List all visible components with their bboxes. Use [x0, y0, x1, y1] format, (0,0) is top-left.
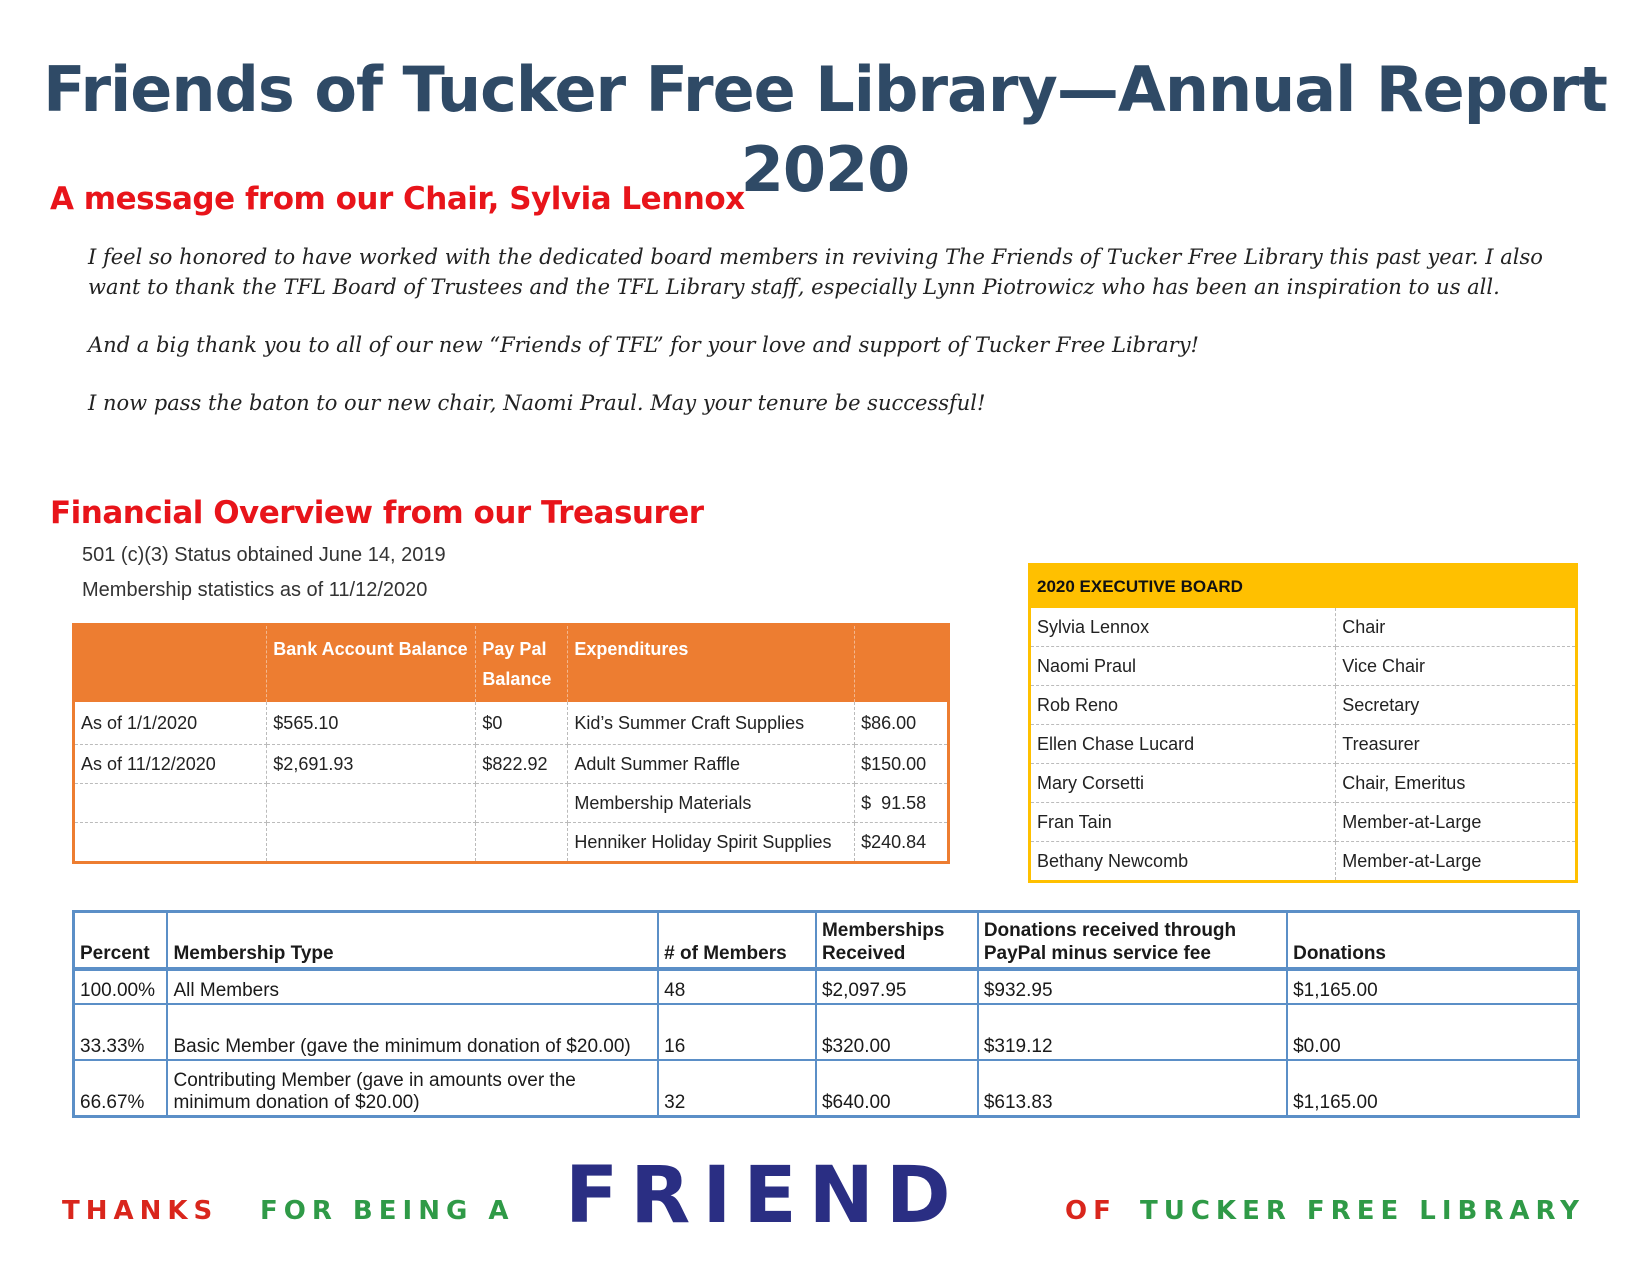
table-cell: $320.00 [816, 1004, 978, 1060]
table-cell: Contributing Member (gave in amounts over the minimum donation of $20.00) [167, 1060, 658, 1117]
chair-message-paragraph: I now pass the baton to our new chair, Naomi Praul. May your tenure be successful! [88, 391, 986, 415]
board-member-name: Rob Reno [1030, 686, 1336, 725]
table-cell: $932.95 [978, 969, 1287, 1004]
financial-header-cell [74, 625, 267, 703]
board-member-row [1030, 647, 1577, 686]
footer-banner [0, 1151, 1650, 1241]
table-cell [267, 823, 476, 863]
table-cell: $613.83 [978, 1060, 1287, 1117]
executive-board-table [1028, 563, 1578, 883]
table-cell: $150.00 [855, 745, 949, 784]
financial-header-cell: Pay Pal Balance [476, 625, 568, 703]
chair-message-paragraph: I feel so honored to have worked with the dedicated board members in reviving The Friends of Tucker Free Library this past year. I also want to thank the TFL Board of Trustees and the TFL Library staff, especially Lynn Piotrowicz who has been an inspiration to us all. [88, 245, 1543, 299]
financial-header-cell: Expenditures [568, 625, 855, 703]
membership-header-row [74, 912, 1579, 970]
table-cell: $0.00 [1287, 1004, 1578, 1060]
financial-header-row [74, 625, 949, 703]
table-row [74, 745, 949, 784]
table-cell: $86.00 [855, 702, 949, 745]
board-member-role: Chair, Emeritus [1336, 764, 1577, 803]
board-member-row [1030, 608, 1577, 647]
board-member-role: Vice Chair [1336, 647, 1577, 686]
table-cell: 32 [658, 1060, 816, 1117]
financial-heading: Financial Overview from our Treasurer [50, 495, 704, 531]
financial-header-cell: Bank Account Balance [267, 625, 476, 703]
board-member-role: Secretary [1336, 686, 1577, 725]
table-cell [74, 823, 267, 863]
table-cell [476, 784, 568, 823]
footer-library-name: TUCKER FREE LIBRARY [1140, 1196, 1585, 1226]
table-cell: Henniker Holiday Spirit Supplies [568, 823, 855, 863]
chair-message-heading: A message from our Chair, Sylvia Lennox [50, 181, 745, 217]
table-cell: $0 [476, 702, 568, 745]
table-cell: $ 91.58 [855, 784, 949, 823]
table-cell: As of 1/1/2020 [74, 702, 267, 745]
table-row [74, 702, 949, 745]
table-cell: As of 11/12/2020 [74, 745, 267, 784]
table-cell: 16 [658, 1004, 816, 1060]
table-row [74, 823, 949, 863]
board-member-name: Bethany Newcomb [1030, 842, 1336, 882]
table-cell: 100.00% [74, 969, 168, 1004]
table-cell: $1,165.00 [1287, 1060, 1578, 1117]
table-cell: $822.92 [476, 745, 568, 784]
board-header-row [1030, 565, 1577, 609]
table-row [74, 1060, 1579, 1117]
board-member-name: Naomi Praul [1030, 647, 1336, 686]
table-row [74, 784, 949, 823]
table-row [74, 969, 1579, 1004]
footer-friend: FRIEND [565, 1151, 963, 1241]
table-cell: $319.12 [978, 1004, 1287, 1060]
table-cell [74, 784, 267, 823]
table-cell: $640.00 [816, 1060, 978, 1117]
membership-header-cell: Percent [74, 912, 168, 970]
table-cell: $2,691.93 [267, 745, 476, 784]
table-cell: $1,165.00 [1287, 969, 1578, 1004]
table-cell: Basic Member (gave the minimum donation of $20.00) [167, 1004, 658, 1060]
chair-message [88, 242, 1568, 446]
footer-for-being-a: FOR BEING A [260, 1196, 515, 1226]
table-cell: 48 [658, 969, 816, 1004]
board-member-row [1030, 803, 1577, 842]
board-member-role: Member-at-Large [1336, 803, 1577, 842]
table-cell: 66.67% [74, 1060, 168, 1117]
board-member-row [1030, 725, 1577, 764]
table-cell: Adult Summer Raffle [568, 745, 855, 784]
financial-header-cell [855, 625, 949, 703]
table-row [74, 1004, 1579, 1060]
table-cell: $240.84 [861, 831, 927, 852]
table-cell [267, 784, 476, 823]
board-member-row [1030, 686, 1577, 725]
table-cell: $2,097.95 [816, 969, 978, 1004]
chair-message-paragraph: And a big thank you to all of our new “Friends of TFL” for your love and support of Tucker Free Library! [88, 333, 1200, 357]
board-member-role: Chair [1336, 608, 1577, 647]
membership-header-cell: Donations received through PayPal minus service fee [978, 912, 1287, 970]
footer-of: OF [1065, 1196, 1117, 1226]
table-cell [476, 823, 568, 863]
board-member-name: Ellen Chase Lucard [1030, 725, 1336, 764]
board-member-role: Member-at-Large [1342, 850, 1482, 871]
table-cell: 33.33% [74, 1004, 168, 1060]
membership-header-cell: Membership Type [167, 912, 658, 970]
board-member-role: Treasurer [1336, 725, 1577, 764]
membership-header-cell: Memberships Received [816, 912, 978, 970]
board-member-name: Fran Tain [1030, 803, 1336, 842]
board-heading-blank [1336, 565, 1577, 609]
board-heading: 2020 EXECUTIVE BOARD [1030, 565, 1336, 609]
board-member-row [1030, 842, 1577, 882]
board-member-name: Mary Corsetti [1030, 764, 1336, 803]
table-cell: $565.10 [267, 702, 476, 745]
membership-header-cell: Donations [1287, 912, 1578, 970]
membership-table [72, 910, 1580, 1118]
status-line: 501 (c)(3) Status obtained June 14, 2019 [82, 544, 446, 566]
table-cell: Kid’s Summer Craft Supplies [568, 702, 855, 745]
footer-thanks: THANKS [62, 1196, 219, 1226]
table-cell: Membership Materials [568, 784, 855, 823]
board-member-row [1030, 764, 1577, 803]
board-member-name: Sylvia Lennox [1030, 608, 1336, 647]
page-title: Friends of Tucker Free Library—Annual Report 2020 [43, 53, 1607, 206]
stats-line: Membership statistics as of 11/12/2020 [82, 579, 428, 601]
table-cell: All Members [167, 969, 658, 1004]
membership-header-cell: # of Members [658, 912, 816, 970]
financial-table [72, 623, 950, 864]
